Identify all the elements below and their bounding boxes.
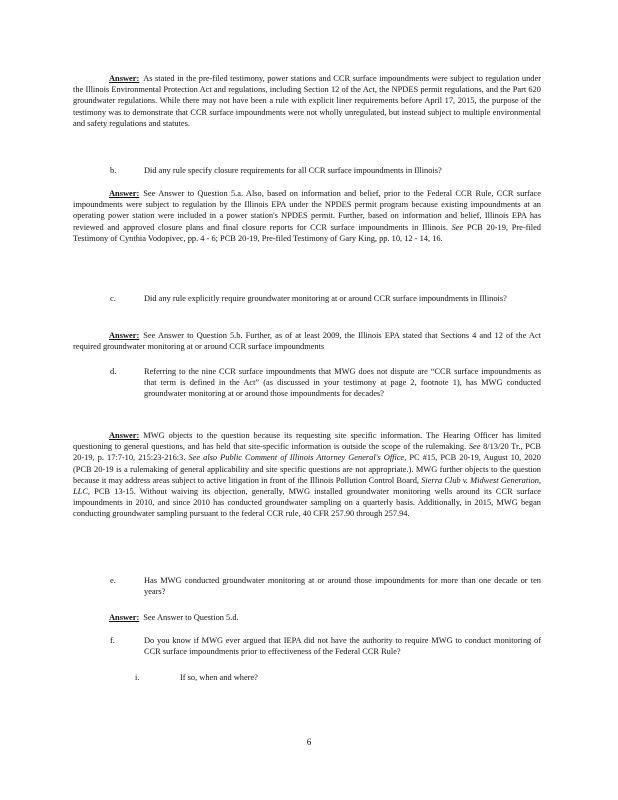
answer-citation: PCB 20-19, Pre-filed Testimony of Cynthia Vodopivec, pp. 4 - 6; PCB 20-19, Pre-filed Testimony of Gary King, pp. 10, 12 - 14, 16. <box>73 222 541 243</box>
page-number: 6 <box>306 737 312 747</box>
answer-citation-2: , PC #15, PCB 20-19, August 10, 2020 (PCB 20-19 is a rulemaking of general applicability and site specific questions are not appropriate.). MWG further objects to the question because it may address areas subject to active litigation in front of the Illinois Pollution Control Board, <box>73 453 541 485</box>
answer-5e <box>73 612 541 623</box>
answer-5d <box>73 430 541 520</box>
signal-see-also: See also Public Comment of Illinois Attorney General's Office <box>188 453 405 463</box>
question-text: Referring to the nine CCR surface impoundments that MWG does not dispute are “CCR surface impoundments as that term is defined in the Act” (as discussed in your testimony at page 2, footnote 1), has MWG conducted groundwater monitoring at or around those impoundments for decades? <box>144 367 541 399</box>
question-letter: e. <box>110 576 116 585</box>
question-5d <box>110 366 541 400</box>
answer-text: MWG objects to the question because its requesting site specific information. The Hearing Officer has limited questioning to general questions, and has held that site-specific information is outside the scope of the rulemaking. <box>73 431 541 452</box>
question-5f-i <box>135 672 535 683</box>
question-letter: i. <box>135 673 140 682</box>
question-letter: f. <box>110 636 115 645</box>
answer-text: See Answer to Question 5.b. Further, as of at least 2009, the Illinois EPA stated that Sections 4 and 12 of the Act required groundwater monitoring at or around CCR surface impoundments <box>73 331 541 352</box>
answer-text: See Answer to Question 5.a. Also, based on information and belief, prior to the Federal CCR Rule, CCR surface impoundments were subject to regulation by the Illinois EPA under the NPDES permit program because existing impoundments at an operating power station were included in a power station's NPDES permit. Further, based on information and belief, Illinois EPA has reviewed and approved closure plans and final closure reports for CCR surface impoundments in Illinois. <box>73 189 541 232</box>
question-5b <box>110 165 541 176</box>
answer-5a <box>73 73 541 129</box>
question-text: Has MWG conducted groundwater monitoring at or around those impoundments for more than one decade or ten years? <box>144 576 541 597</box>
answer-text: See Answer to Question 5.d. <box>143 613 239 622</box>
signal-see: See <box>451 222 464 232</box>
answer-label: Answer: <box>109 189 140 198</box>
answer-label: Answer: <box>109 74 140 83</box>
answer-label: Answer: <box>109 613 140 622</box>
answer-label: Answer: <box>109 331 140 340</box>
answer-text-2: PCB 13-15. Without waiving its objection, generally, MWG installed groundwater monitoring wells around its CCR surface impoundments in 2010, and since 2010 has conducted groundwater sampling on a quarterly basis. Additionally, in 2015, MWG began conducting groundwater sampling pursuant to the federal CCR rule, 40 CFR 257.90 through 257.94. <box>73 487 542 519</box>
question-5e <box>110 575 541 597</box>
question-text: Do you know if MWG ever argued that IEPA did not have the authority to require MWG to conduct monitoring of CCR surface impoundments prior to effectiveness of the Federal CCR Rule? <box>144 636 541 657</box>
question-5c <box>110 293 541 304</box>
question-letter: c. <box>110 294 116 303</box>
answer-5b <box>73 188 541 244</box>
question-text: If so, when and where? <box>180 673 258 682</box>
answer-text: As stated in the pre-filed testimony, power stations and CCR surface impoundments were subject to regulation under the Illinois Environmental Protection Act and regulations, including Section 12 of the Act, the NPDES permit regulations, and the Part 620 groundwater regulations. While there may not have been a rule with explicit liner requirements before April 17, 2015, the purpose of the testimony was to demonstrate that CCR surface impoundments were not wholly unregulated, but instead subject to multiple environmental and safety regulations and statutes. <box>73 74 541 128</box>
answer-citation: 8/13/20 Tr., PCB 20-19, p. 17:7-10, 215:23-216:3. <box>73 442 542 463</box>
answer-label: Answer: <box>109 431 140 440</box>
answer-5c <box>73 330 541 352</box>
question-text: Did any rule explicitly require groundwater monitoring at or around CCR surface impoundments in Illinois? <box>144 294 507 303</box>
question-text: Did any rule specify closure requirements for all CCR surface impoundments in Illinois? <box>144 166 442 175</box>
question-letter: d. <box>110 367 117 376</box>
question-5f <box>110 635 541 657</box>
signal-see: See <box>468 442 481 452</box>
question-letter: b. <box>110 166 117 175</box>
case-name: Sierra Club v. Midwest Generation, LLC, <box>73 475 541 497</box>
